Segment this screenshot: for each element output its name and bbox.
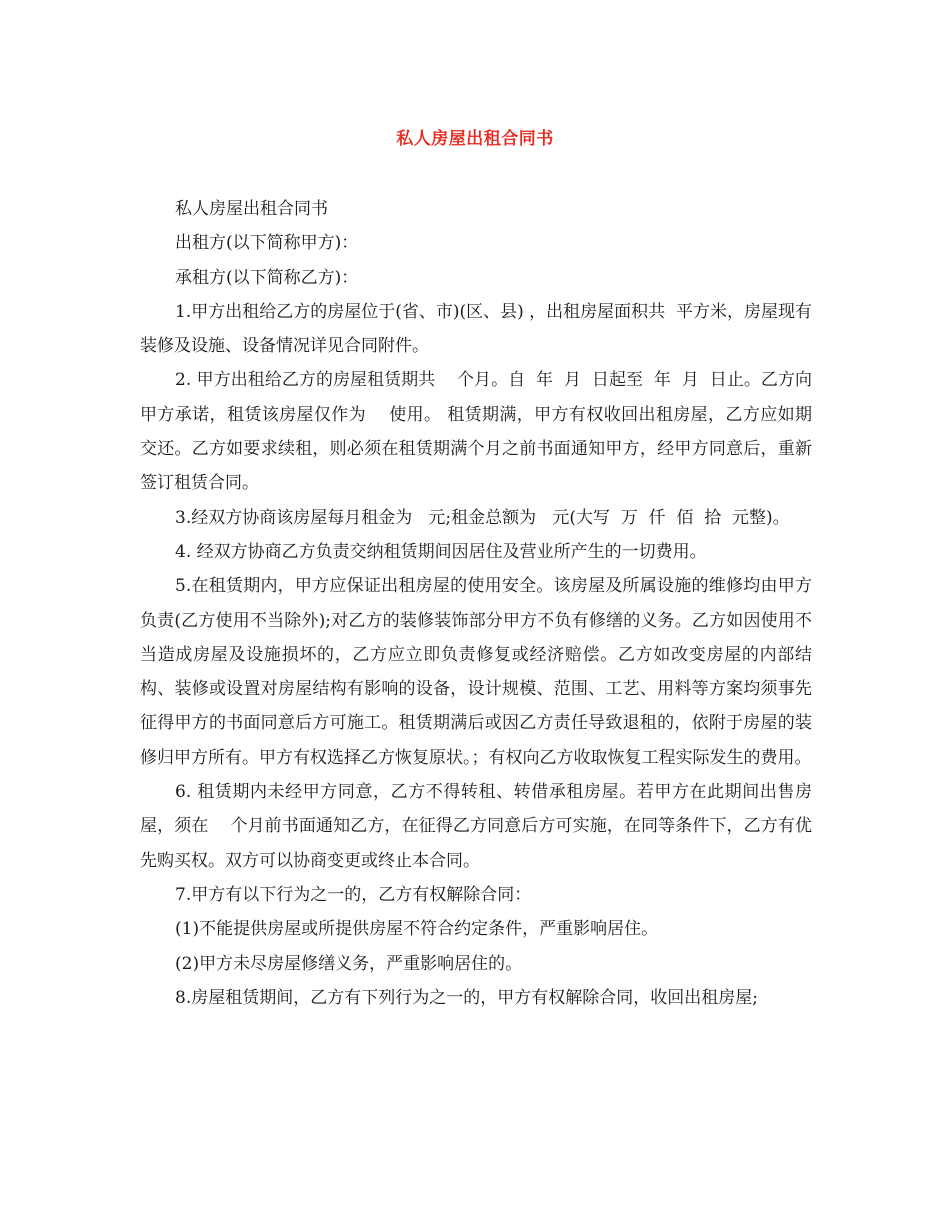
clause-8: 8.房屋租赁期间，乙方有下列行为之一的，甲方有权解除合同，收回出租房屋;	[175, 987, 758, 1008]
paragraph-lessee: 承租方(以下简称乙方)：	[175, 267, 359, 288]
clause-7: 7.甲方有以下行为之一的，乙方有权解除合同：	[175, 884, 532, 905]
paragraph-heading: 私人房屋出租合同书	[175, 199, 328, 219]
clause-1: 1.甲方出租给乙方的房屋位于(省、市)(区、县) ，出租房屋面积共 平方米，房屋现有装修及设施、设备情况详见合同附件。	[140, 301, 812, 357]
clause-7-item-1: (1)不能提供房屋或所提供房屋不符合约定条件，严重影响居住。	[175, 919, 659, 940]
paragraph-lessor: 出租方(以下简称甲方)：	[175, 233, 359, 254]
clause-6: 6. 租赁期内未经甲方同意，乙方不得转租、转借承租房屋。若甲方在此期间出售房屋，须在 个月前书面通知乙方，在征得乙方同意后方可实施，在同等条件下，乙方有优先购买权。双方可以协商变更或终止本合同。	[140, 782, 812, 871]
document-body	[140, 192, 812, 1015]
clause-4: 4. 经双方协商乙方负责交纳租赁期间因居住及营业所产生的一切费用。	[175, 541, 707, 562]
document-title: 私人房屋出租合同书	[396, 129, 554, 149]
clause-3: 3.经双方协商该房屋每月租金为 元;租金总额为 元(大写 万 仟 佰 拾 元整)。	[175, 507, 790, 528]
clause-2: 2. 甲方出租给乙方的房屋租赁期共 个月。自 年 月 日起至 年 月 日止。乙方向甲方承诺，租赁该房屋仅作为 使用。 租赁期满，甲方有权收回出租房屋，乙方应如期交还。乙方如要求续租，则必须在租赁期满个月之前书面通知甲方，经甲方同意后，重新签订租赁合同。	[140, 370, 812, 494]
clause-7-item-2: (2)甲方未尽房屋修缮义务，严重影响居住的。	[175, 953, 523, 974]
clause-5: 5.在租赁期内，甲方应保证出租房屋的使用安全。该房屋及所属设施的维修均由甲方负责(乙方使用不当除外);对乙方的装修装饰部分甲方不负有修缮的义务。乙方如因使用不当造成房屋及设施损坏的，乙方应立即负责修复或经济赔偿。乙方如改变房屋的内部结构、装修或设置对房屋结构有影响的设备，设计规模、范围、工艺、用料等方案均须事先征得甲方的书面同意后方可施工。租赁期满后或因乙方责任导致退租的，依附于房屋的装修归甲方所有。甲方有权选择乙方恢复原状。；有权向乙方收取恢复工程实际发生的费用。	[140, 576, 812, 768]
